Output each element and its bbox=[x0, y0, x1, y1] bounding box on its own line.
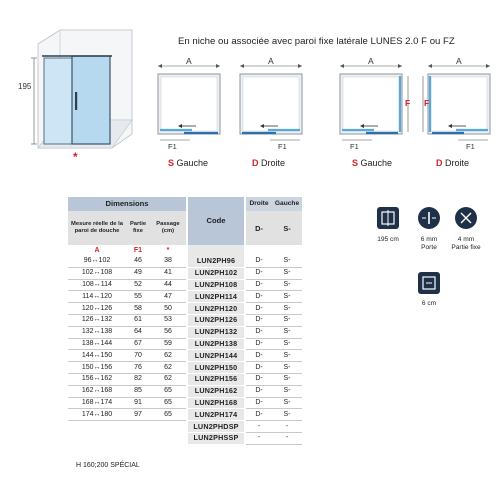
plan-2-side-text: Droite bbox=[261, 158, 286, 168]
special-note: H 160;200 SPÉCIAL bbox=[76, 462, 140, 469]
fixed-cell: 49 bbox=[126, 267, 150, 279]
shower-cabin-illustration bbox=[20, 22, 140, 172]
gauche-cell: S- bbox=[272, 279, 302, 291]
measure-cell: 168↔174 bbox=[68, 397, 126, 409]
plan-1-panel-label: F1 bbox=[168, 142, 177, 151]
table-row bbox=[68, 432, 302, 444]
droite-cell: D- bbox=[246, 362, 272, 374]
passage-cell: 47 bbox=[150, 291, 186, 303]
code-cell: LUN2PH126 bbox=[188, 314, 244, 326]
gauche-cell: S- bbox=[272, 303, 302, 315]
dimensions-header: Dimensions bbox=[68, 197, 186, 211]
gauche-cell: S- bbox=[272, 397, 302, 409]
droite-cell: D- bbox=[246, 291, 272, 303]
passage-cell: 59 bbox=[150, 338, 186, 350]
plan-1-caption bbox=[168, 158, 208, 168]
code-cell: LUN2PHSSP bbox=[188, 432, 244, 444]
measure-cell bbox=[68, 421, 126, 433]
passage-cell: 53 bbox=[150, 314, 186, 326]
passage-column-header: Passage (cm) bbox=[150, 211, 186, 245]
fixed-cell: 91 bbox=[126, 397, 150, 409]
gauche-cell: S- bbox=[272, 350, 302, 362]
passage-cell: 50 bbox=[150, 303, 186, 315]
gauche-cell: S- bbox=[272, 338, 302, 350]
passage-symbol: * bbox=[166, 246, 170, 254]
measure-cell: 132↔138 bbox=[68, 326, 126, 338]
code-cell: LUN2PH162 bbox=[188, 385, 244, 397]
fixed-cell: 61 bbox=[126, 314, 150, 326]
gauche-header: Gauche bbox=[272, 197, 302, 211]
cabin-height-label: 195 bbox=[18, 82, 32, 91]
gauche-cell: - bbox=[272, 432, 302, 444]
code-cell: LUN2PH102 bbox=[188, 267, 244, 279]
plan-4-caption bbox=[436, 158, 469, 168]
plan-4-side-text: Droite bbox=[445, 158, 470, 168]
code-cell: LUN2PH150 bbox=[188, 362, 244, 374]
plan-1-side: S bbox=[168, 158, 175, 168]
gauche-cell: S- bbox=[272, 373, 302, 385]
passage-cell: 65 bbox=[150, 409, 186, 421]
code-cell: LUN2PH96 bbox=[188, 256, 244, 267]
droite-cell: D- bbox=[246, 373, 272, 385]
fixed-column-header: Partie fixe bbox=[126, 211, 150, 245]
measure-column-header: Mesure réelle de la paroi de douche bbox=[68, 211, 126, 245]
table-row bbox=[68, 279, 302, 291]
measure-cell: 144↔150 bbox=[68, 350, 126, 362]
table-row bbox=[68, 291, 302, 303]
passage-cell: 62 bbox=[150, 362, 186, 374]
gauche-cell: - bbox=[272, 421, 302, 433]
measure-cell: 114↔120 bbox=[68, 291, 126, 303]
fixed-cell: 82 bbox=[126, 373, 150, 385]
plan-view-2 bbox=[232, 54, 310, 150]
plan-1-width-label: A bbox=[186, 56, 192, 66]
droite-header: Droite bbox=[246, 197, 272, 211]
fixed-glass-thickness-icon bbox=[455, 207, 477, 229]
passage-cell bbox=[150, 421, 186, 433]
droite-cell: - bbox=[246, 421, 272, 433]
fixed-cell: 55 bbox=[126, 291, 150, 303]
table-row bbox=[68, 397, 302, 409]
passage-cell: 62 bbox=[150, 350, 186, 362]
passage-cell: 41 bbox=[150, 267, 186, 279]
plan-view-3 bbox=[332, 54, 414, 150]
code-cell: LUN2PH168 bbox=[188, 397, 244, 409]
passage-cell: 65 bbox=[150, 397, 186, 409]
table-row bbox=[68, 373, 302, 385]
fixed-cell: 85 bbox=[126, 385, 150, 397]
plan-3-panel-label: F1 bbox=[350, 142, 359, 151]
height-label: 195 cm bbox=[377, 236, 399, 243]
fixed-cell: 64 bbox=[126, 326, 150, 338]
plan-3-caption bbox=[352, 158, 392, 168]
fixed-cell: 46 bbox=[126, 256, 150, 267]
door-glass-thickness-icon bbox=[418, 207, 440, 229]
gauche-cell: S- bbox=[272, 385, 302, 397]
measure-cell: 150↔156 bbox=[68, 362, 126, 374]
droite-cell: D- bbox=[246, 256, 272, 267]
glass-thickness-label: 6 cm bbox=[421, 300, 437, 307]
gauche-cell: S- bbox=[272, 314, 302, 326]
measure-cell: 138↔144 bbox=[68, 338, 126, 350]
measure-cell: 96↔102 bbox=[68, 256, 126, 267]
code-cell: LUN2PH114 bbox=[188, 291, 244, 303]
fixed-symbol: F1 bbox=[133, 246, 143, 254]
droite-cell: D- bbox=[246, 314, 272, 326]
fixed-cell: 76 bbox=[126, 362, 150, 374]
passage-cell: 44 bbox=[150, 279, 186, 291]
droite-symbol: D- bbox=[246, 211, 272, 245]
code-header: Code bbox=[188, 197, 244, 245]
plan-2-panel-label: F1 bbox=[278, 142, 287, 151]
droite-cell: D- bbox=[246, 350, 272, 362]
table-row bbox=[68, 409, 302, 421]
passage-cell: 62 bbox=[150, 373, 186, 385]
code-cell: LUN2PH120 bbox=[188, 303, 244, 315]
passage-cell: 38 bbox=[150, 256, 186, 267]
droite-cell: D- bbox=[246, 397, 272, 409]
plan-4-width-label: A bbox=[456, 56, 462, 66]
fixed-cell: 58 bbox=[126, 303, 150, 315]
plan-1-side-text: Gauche bbox=[176, 158, 209, 168]
table-row bbox=[68, 350, 302, 362]
table-row bbox=[68, 338, 302, 350]
code-cell: LUN2PH132 bbox=[188, 326, 244, 338]
gauche-cell: S- bbox=[272, 362, 302, 374]
fixed-cell: 52 bbox=[126, 279, 150, 291]
table-row bbox=[68, 362, 302, 374]
code-cell: LUN2PH138 bbox=[188, 338, 244, 350]
fixed-cell: 97 bbox=[126, 409, 150, 421]
code-cell: LUN2PH174 bbox=[188, 409, 244, 421]
plan-4-side: D bbox=[436, 158, 443, 168]
table-row bbox=[68, 267, 302, 279]
passage-marker: * bbox=[73, 150, 78, 164]
measure-cell: 102↔108 bbox=[68, 267, 126, 279]
code-cell: LUN2PH108 bbox=[188, 279, 244, 291]
table-row bbox=[68, 326, 302, 338]
gauche-cell: S- bbox=[272, 326, 302, 338]
measure-cell: 162↔168 bbox=[68, 385, 126, 397]
gauche-symbol: S- bbox=[272, 211, 302, 245]
passage-cell bbox=[150, 432, 186, 444]
code-cell: LUN2PH144 bbox=[188, 350, 244, 362]
measure-cell: 156↔162 bbox=[68, 373, 126, 385]
door-glass-thickness-label: 6 mm Porte bbox=[420, 236, 438, 251]
plan-view-1 bbox=[150, 54, 228, 150]
gauche-cell: S- bbox=[272, 409, 302, 421]
fixed-cell bbox=[126, 432, 150, 444]
plan-view-4 bbox=[420, 54, 498, 150]
droite-cell: D- bbox=[246, 338, 272, 350]
page-subtitle: En niche ou associée avec paroi fixe latérale LUNES 2.0 F ou FZ bbox=[178, 36, 455, 47]
plan-2-width-label: A bbox=[268, 56, 274, 66]
height-icon bbox=[377, 207, 399, 229]
code-cell: LUN2PHDSP bbox=[188, 421, 244, 433]
plan-4-fixed-label: F bbox=[424, 98, 430, 108]
dimensions-table bbox=[68, 197, 302, 445]
droite-cell: - bbox=[246, 432, 272, 444]
passage-cell: 56 bbox=[150, 326, 186, 338]
table-row bbox=[68, 314, 302, 326]
gauche-cell: S- bbox=[272, 267, 302, 279]
passage-cell: 65 bbox=[150, 385, 186, 397]
plan-3-fixed-label: F bbox=[405, 98, 411, 108]
table-row bbox=[68, 421, 302, 433]
gauche-cell: S- bbox=[272, 256, 302, 267]
measure-cell: 126↔132 bbox=[68, 314, 126, 326]
droite-cell: D- bbox=[246, 409, 272, 421]
glass-thickness-icon bbox=[418, 272, 440, 294]
droite-cell: D- bbox=[246, 303, 272, 315]
droite-cell: D- bbox=[246, 326, 272, 338]
table-row bbox=[68, 256, 302, 267]
measure-cell bbox=[68, 432, 126, 444]
code-cell: LUN2PH156 bbox=[188, 373, 244, 385]
plan-4-panel-label: F1 bbox=[466, 142, 475, 151]
plan-3-side-text: Gauche bbox=[360, 158, 393, 168]
droite-cell: D- bbox=[246, 385, 272, 397]
table-row bbox=[68, 303, 302, 315]
plan-3-width-label: A bbox=[368, 56, 374, 66]
gauche-cell: S- bbox=[272, 291, 302, 303]
droite-cell: D- bbox=[246, 279, 272, 291]
measure-cell: 120↔126 bbox=[68, 303, 126, 315]
table-row bbox=[68, 385, 302, 397]
fixed-cell: 67 bbox=[126, 338, 150, 350]
measure-symbol: A bbox=[94, 246, 100, 254]
fixed-glass-thickness-label: 4 mm Partie fixe bbox=[451, 236, 481, 251]
measure-cell: 108↔114 bbox=[68, 279, 126, 291]
plan-3-side: S bbox=[352, 158, 359, 168]
measure-cell: 174↔180 bbox=[68, 409, 126, 421]
droite-cell: D- bbox=[246, 267, 272, 279]
fixed-cell bbox=[126, 421, 150, 433]
plan-2-caption bbox=[252, 158, 285, 168]
fixed-cell: 70 bbox=[126, 350, 150, 362]
plan-2-side: D bbox=[252, 158, 259, 168]
